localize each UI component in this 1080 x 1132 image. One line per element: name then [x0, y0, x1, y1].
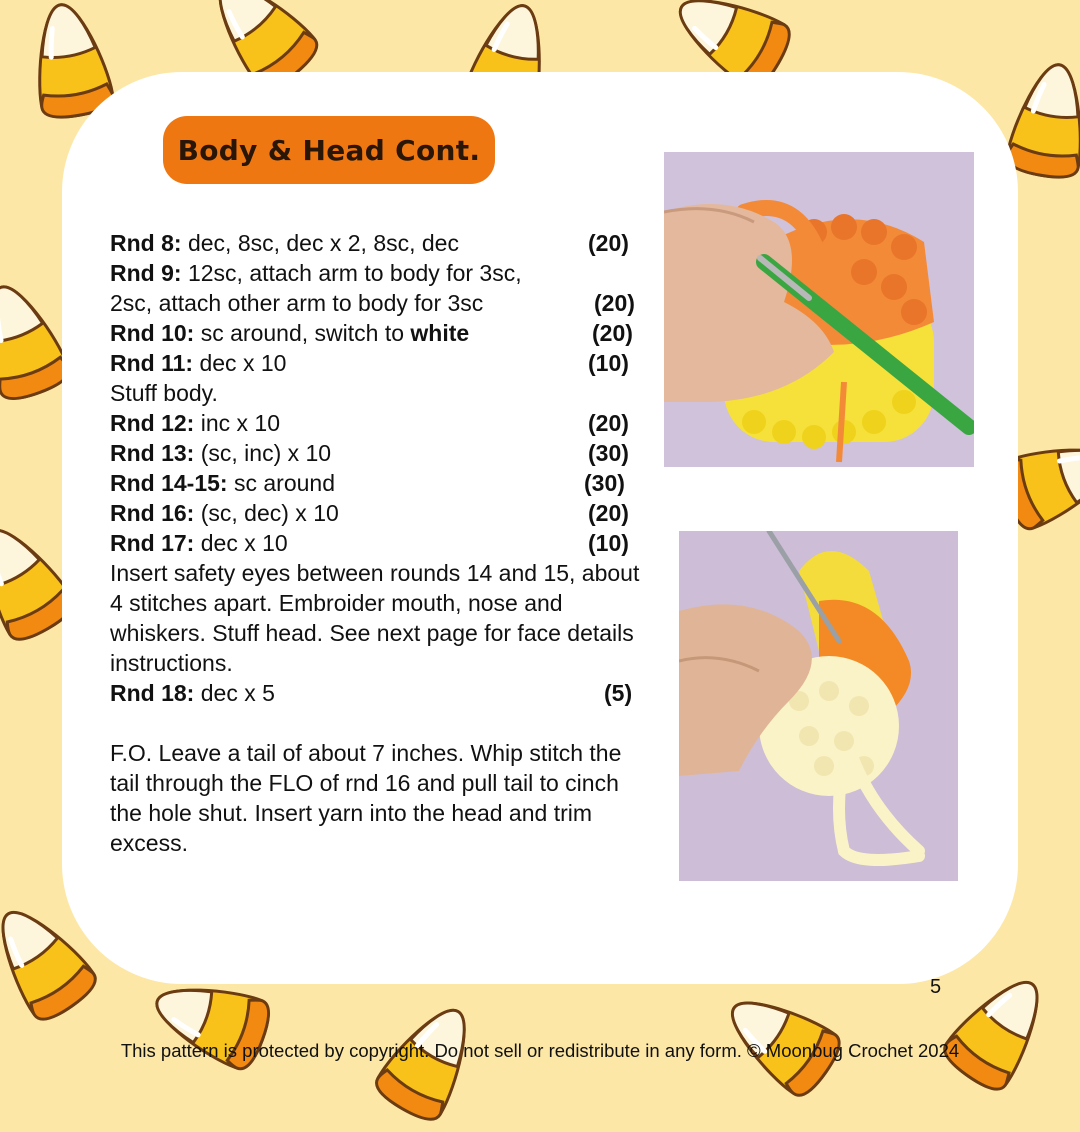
- round-row: [110, 258, 650, 288]
- crochet-head-photo: [679, 531, 958, 881]
- round-text: dec x 10: [199, 350, 287, 376]
- round-row: [110, 348, 650, 378]
- stitch-count: (20): [594, 290, 635, 316]
- round-text: dec x 5: [200, 680, 275, 706]
- round-label: Rnd 11:: [110, 350, 194, 376]
- page-number: 5: [930, 976, 942, 998]
- round-label: Rnd 14-15:: [110, 470, 228, 496]
- round-text: Stuff body.: [110, 380, 218, 406]
- stitch-count: (30): [584, 470, 625, 496]
- round-label: Rnd 17:: [110, 530, 195, 556]
- stitch-count: (10): [588, 350, 629, 376]
- round-label: Rnd 13:: [110, 440, 195, 466]
- stitch-count: (20): [588, 230, 629, 256]
- round-row: [110, 228, 650, 258]
- round-text: (sc, inc) x 10: [200, 440, 332, 466]
- stitch-count: (20): [588, 410, 629, 436]
- eyes-instruction: Insert safety eyes between rounds 14 and 15, about 4 stitches apart. Embroider mouth, nose and whiskers. Stuff head. See next page for face details instructions.: [110, 560, 640, 676]
- round-text: dec x 10: [200, 530, 288, 556]
- round-row: [110, 528, 650, 558]
- title-badge: [163, 116, 495, 184]
- stitch-count: (20): [592, 320, 633, 346]
- stitch-count: (5): [604, 680, 633, 706]
- copyright-footer: This pattern is protected by copyright. Do not sell or redistribute in any form. © Moonbug Crochet 2024: [120, 1040, 960, 1061]
- stitch-count: (30): [588, 440, 629, 466]
- yarn-color: white: [410, 320, 470, 346]
- round-row: [110, 468, 650, 498]
- round-label: Rnd 18:: [110, 680, 195, 706]
- round-row: [110, 498, 650, 528]
- instruction-note: [110, 378, 650, 408]
- round-label: Rnd 10:: [110, 320, 195, 346]
- page-title: Body & Head Cont.: [177, 133, 481, 167]
- round-row: [110, 438, 650, 468]
- round-row: [110, 318, 650, 348]
- round-row: [110, 678, 650, 708]
- round-text: inc x 10: [200, 410, 280, 436]
- round-text: sc around, switch to: [200, 320, 404, 346]
- pattern-instructions: [110, 228, 650, 858]
- round-label: Rnd 12:: [110, 410, 195, 436]
- round-text: 12sc, attach arm to body for 3sc,: [187, 260, 522, 286]
- round-text: (sc, dec) x 10: [200, 500, 339, 526]
- round-text: sc around: [233, 470, 335, 496]
- round-text: 2sc, attach other arm to body for 3sc: [110, 290, 484, 316]
- candy-corn-icon: [933, 958, 1067, 1102]
- finishing-instruction: F.O. Leave a tail of about 7 inches. Whip stitch the tail through the FLO of rnd 16 and pull tail to cinch the hole shut. Insert yarn into the head and trim excess.: [110, 740, 622, 856]
- round-label: Rnd 16:: [110, 500, 195, 526]
- stitch-count: (10): [588, 530, 629, 556]
- round-row: [110, 408, 650, 438]
- stitch-count: (20): [588, 500, 629, 526]
- round-label: Rnd 8:: [110, 230, 182, 256]
- round-row: [110, 288, 650, 318]
- round-text: dec, 8sc, dec x 2, 8sc, dec: [187, 230, 459, 256]
- round-label: Rnd 9:: [110, 260, 182, 286]
- crochet-progress-photo: [664, 152, 974, 467]
